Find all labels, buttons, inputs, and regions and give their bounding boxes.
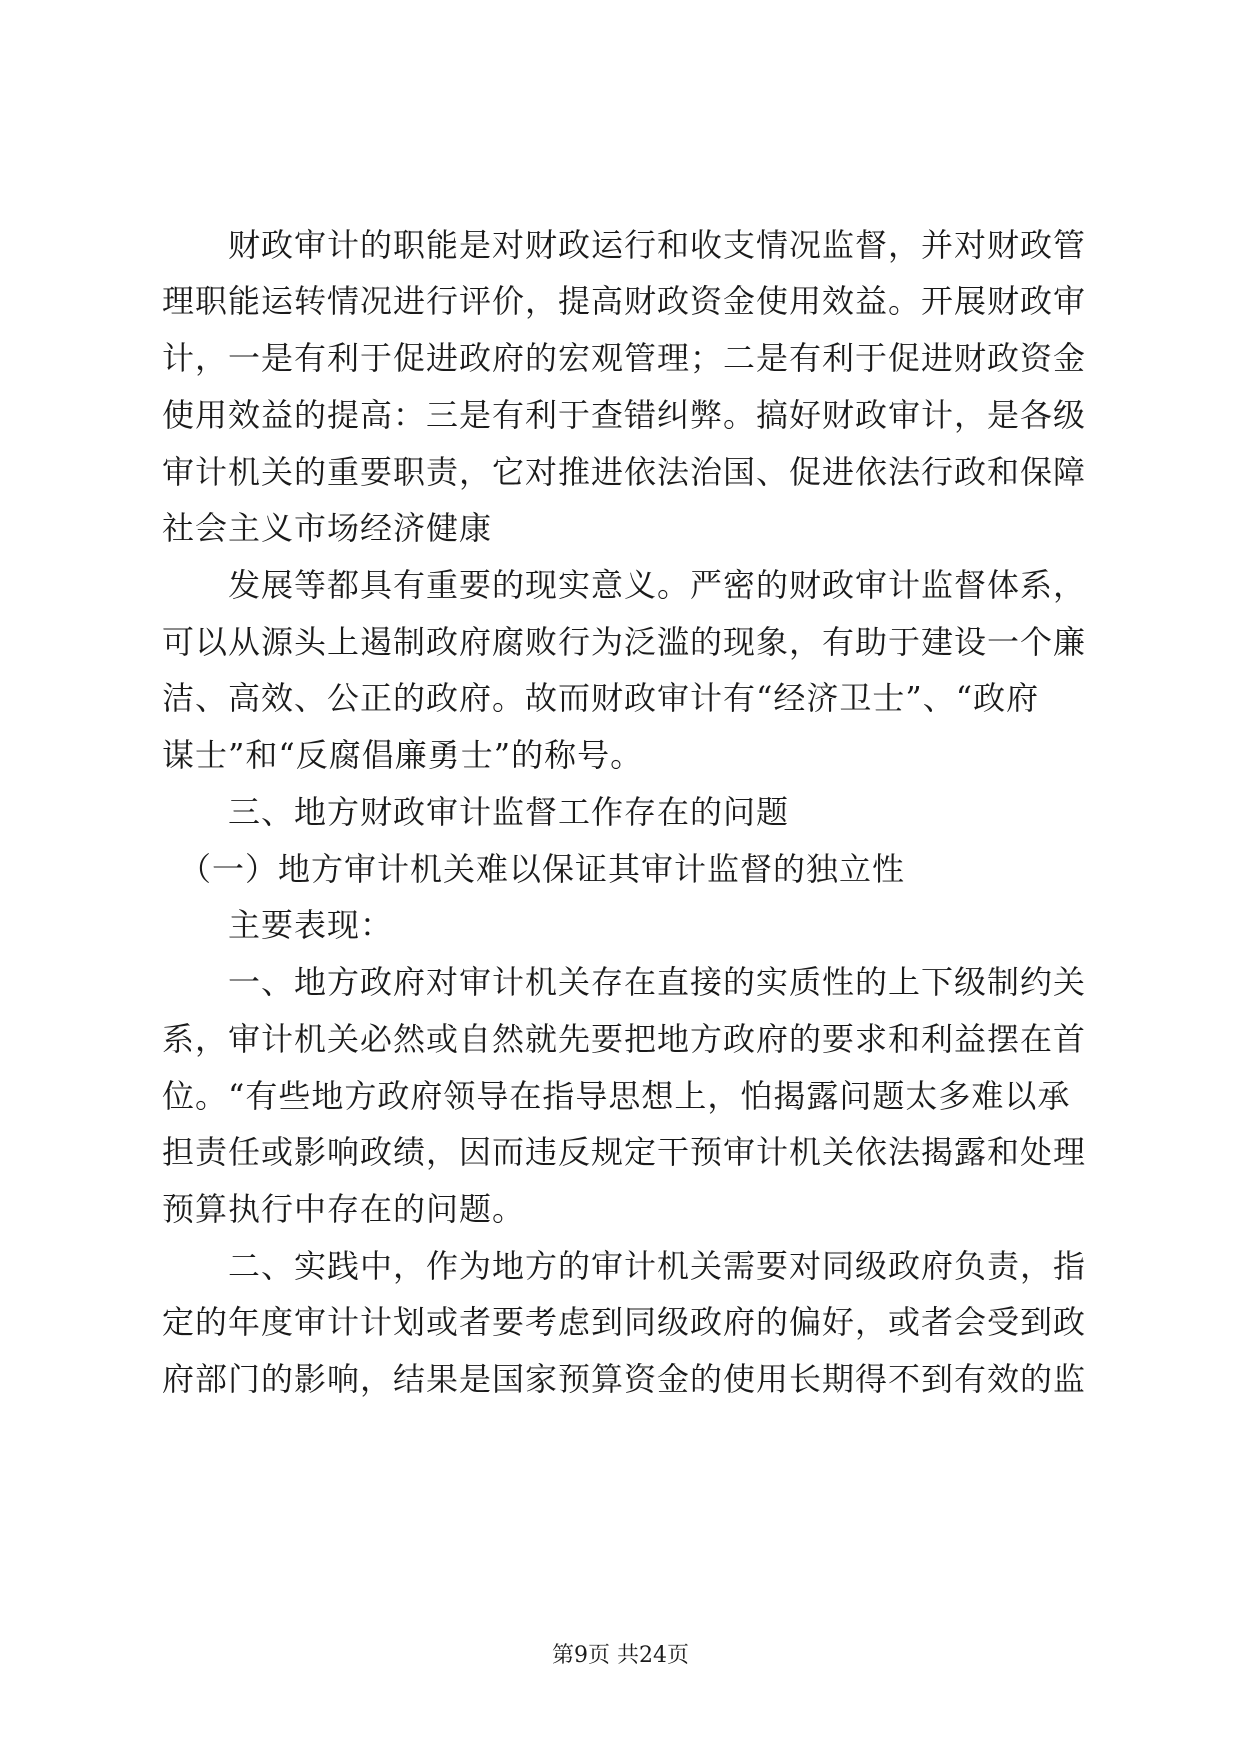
text-line: 一、地方政府对审计机关存在直接的实质性的上下级制约关	[162, 963, 1087, 1001]
text-line: 谋士”和“反腐倡廉勇士”的称号。	[162, 736, 644, 774]
text-line: 定的年度审计计划或者要考虑到同级政府的偏好，或者会受到政	[162, 1303, 1087, 1341]
page-footer	[0, 1642, 1241, 1670]
text-line: 可以从源头上遏制政府腐败行为泛滥的现象，有助于建设一个廉	[162, 623, 1087, 661]
text-line: 洁、高效、公正的政府。故而财政审计有“经济卫士”、“政府	[162, 679, 1040, 717]
text-line: 财政审计的职能是对财政运行和收支情况监督，并对财政管	[162, 226, 1087, 264]
text-line: 审计机关的重要职责，它对推进依法治国、促进依法行政和保障	[162, 453, 1087, 491]
text-line: 计，一是有利于促进政府的宏观管理；二是有利于促进财政资金	[162, 339, 1087, 377]
subsection-heading: （一）地方审计机关难以保证其审计监督的独立性	[162, 850, 906, 888]
text-line: 预算执行中存在的问题。	[162, 1190, 526, 1228]
text-line: 府部门的影响，结果是国家预算资金的使用长期得不到有效的监	[162, 1360, 1087, 1398]
page-number: 第9页 共24页	[552, 1643, 689, 1668]
text-line: 主要表现：	[162, 906, 394, 944]
text-line: 理职能运转情况进行评价，提高财政资金使用效益。开展财政审	[162, 282, 1087, 320]
text-line: 二、实践中，作为地方的审计机关需要对同级政府负责，指	[162, 1247, 1087, 1285]
text-line: 担责任或影响政绩，因而违反规定干预审计机关依法揭露和处理	[162, 1133, 1087, 1171]
text-line: 系，审计机关必然或自然就先要把地方政府的要求和利益摆在首	[162, 1020, 1087, 1058]
text-line: 位。“有些地方政府领导在指导思想上，怕揭露问题太多难以承	[162, 1077, 1071, 1115]
text-line: 社会主义市场经济健康	[162, 509, 493, 547]
section-heading: 三、地方财政审计监督工作存在的问题	[162, 793, 790, 831]
text-line: 使用效益的提高：三是有利于查错纠弊。搞好财政审计，是各级	[162, 396, 1087, 434]
text-line: 发展等都具有重要的现实意义。严密的财政审计监督体系，	[162, 566, 1087, 604]
